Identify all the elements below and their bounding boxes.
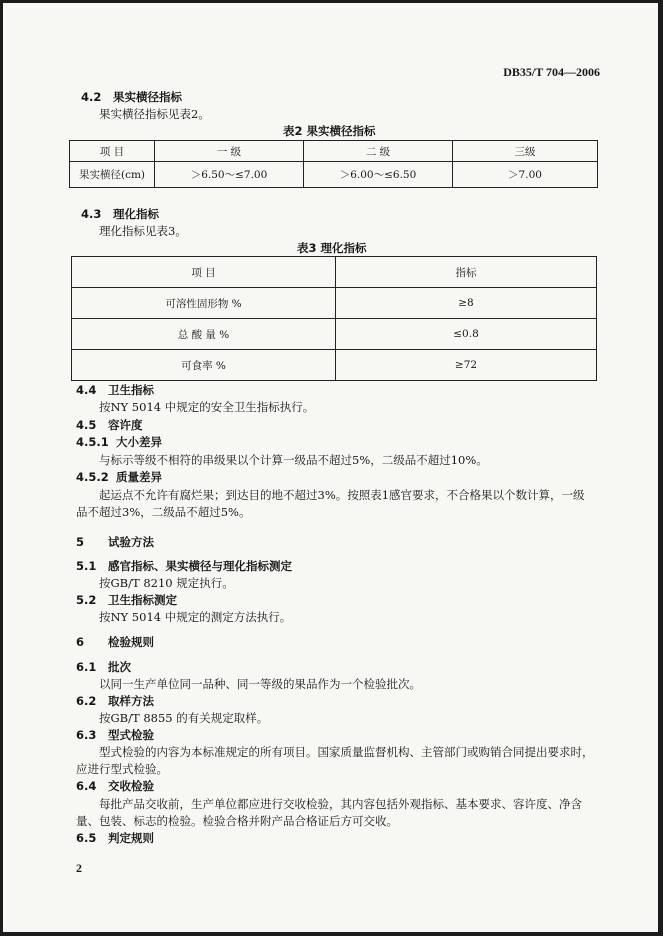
table3-cell: 可溶性固形物 % (72, 288, 336, 319)
table2 (69, 140, 598, 188)
section-4-2-heading (81, 89, 182, 105)
section-title: 容许度 (108, 418, 143, 432)
section-number: 4.5.2 (76, 470, 109, 484)
section-title: 型式检验 (108, 728, 154, 742)
section-title: 质量差异 (116, 470, 162, 484)
section-6-3-text-line2: 应进行型式检验。 (76, 762, 168, 776)
section-title: 判定规则 (108, 831, 154, 845)
section-6-1-heading (76, 659, 131, 675)
section-number: 4.3 (81, 207, 102, 221)
section-6-2-text: 按GB/T 8855 的有关规定取样。 (99, 711, 269, 725)
section-title: 卫生指标 (108, 383, 154, 397)
section-5-heading (76, 534, 154, 550)
section-number: 4.5 (76, 418, 97, 432)
document-page (3, 3, 658, 932)
table3-cell: ≥72 (336, 350, 597, 381)
section-number: 6.3 (76, 728, 97, 742)
section-number: 6 (76, 635, 85, 649)
section-6-3-heading (76, 727, 154, 743)
section-title: 大小差异 (116, 435, 162, 449)
table2-cell: 果实横径(cm) (70, 162, 155, 188)
table3-header-item: 项 目 (72, 257, 336, 288)
section-number: 6.2 (76, 694, 97, 708)
table2-caption: 表2 果实横径指标 (283, 124, 376, 138)
section-number: 5 (76, 535, 85, 549)
section-number: 5.1 (76, 559, 97, 573)
section-4-5-2-heading (76, 469, 162, 485)
table2-header-grade3: 三级 (453, 141, 598, 162)
section-6-4-text-line2: 量、包装、标志的检验。检验合格并附产品合格证后方可交收。 (76, 814, 398, 828)
section-6-5-heading (76, 830, 154, 846)
section-4-4-text: 按NY 5014 中规定的安全卫生指标执行。 (99, 400, 315, 414)
table3-cell: 总 酸 量 % (72, 319, 336, 350)
section-number: 6.1 (76, 660, 97, 674)
table2-cell: ＞6.00～≤6.50 (304, 162, 453, 188)
section-5-1-heading (76, 558, 292, 574)
section-title: 果实横径指标 (113, 90, 182, 104)
section-4-4-heading (76, 382, 154, 398)
table2-cell: ＞7.00 (453, 162, 598, 188)
table3 (71, 256, 597, 381)
section-4-2-text: 果实横径指标见表2。 (99, 107, 210, 121)
section-5-2-text: 按NY 5014 中规定的测定方法执行。 (99, 610, 292, 624)
table3-caption: 表3 理化指标 (297, 241, 367, 255)
section-4-5-2-text-line1: 起运点不允许有腐烂果；到达目的地不超过3%。按照表1感官要求，不合格果以个数计算，一级 (99, 488, 585, 502)
section-number: 5.2 (76, 593, 97, 607)
table3-cell: 可食率 % (72, 350, 336, 381)
section-title: 交收检验 (108, 779, 154, 793)
section-6-1-text: 以同一生产单位同一品种、同一等级的果品作为一个检验批次。 (99, 677, 421, 691)
table2-header-grade2: 二 级 (304, 141, 453, 162)
section-4-5-2-text-line2: 品不超过3%，二级品不超过5%。 (76, 505, 251, 519)
table3-cell: ≤0.8 (336, 319, 597, 350)
section-4-3-text: 理化指标见表3。 (99, 224, 187, 238)
section-title: 检验规则 (108, 635, 154, 649)
section-title: 试验方法 (108, 535, 154, 549)
section-4-5-1-text: 与标示等级不相符的串级果以个计算一级品不超过5%，二级品不超过10%。 (99, 453, 488, 467)
section-5-1-text: 按GB/T 8210 规定执行。 (99, 576, 234, 590)
section-title: 卫生指标测定 (108, 593, 177, 607)
section-6-2-heading (76, 693, 154, 709)
section-4-5-heading (76, 417, 143, 433)
table3-header-value: 指标 (336, 257, 597, 288)
page-number: 2 (76, 861, 82, 875)
section-6-4-heading (76, 778, 154, 794)
table2-cell: ＞6.50～≤7.00 (155, 162, 304, 188)
section-6-4-text-line1: 每批产品交收前，生产单位都应进行交收检验，其内容包括外观指标、基本要求、容许度、净含 (99, 797, 582, 811)
section-title: 理化指标 (113, 207, 159, 221)
standard-number: DB35/T 704—2006 (503, 65, 600, 79)
section-number: 4.4 (76, 383, 97, 397)
section-number: 6.5 (76, 831, 97, 845)
section-title: 批次 (108, 660, 131, 674)
table2-header-grade1: 一 级 (155, 141, 304, 162)
section-6-heading (76, 634, 154, 650)
section-4-3-heading (81, 206, 159, 222)
table2-header-item: 项 目 (70, 141, 155, 162)
section-title: 感官指标、果实横径与理化指标测定 (108, 559, 292, 573)
section-5-2-heading (76, 592, 177, 608)
section-number: 6.4 (76, 779, 97, 793)
table3-cell: ≥8 (336, 288, 597, 319)
section-number: 4.5.1 (76, 435, 109, 449)
section-number: 4.2 (81, 90, 102, 104)
section-4-5-1-heading (76, 434, 162, 450)
section-6-3-text-line1: 型式检验的内容为本标准规定的所有项目。国家质量监督机构、主管部门或购销合同提出要求时， (99, 745, 594, 759)
section-title: 取样方法 (108, 694, 154, 708)
